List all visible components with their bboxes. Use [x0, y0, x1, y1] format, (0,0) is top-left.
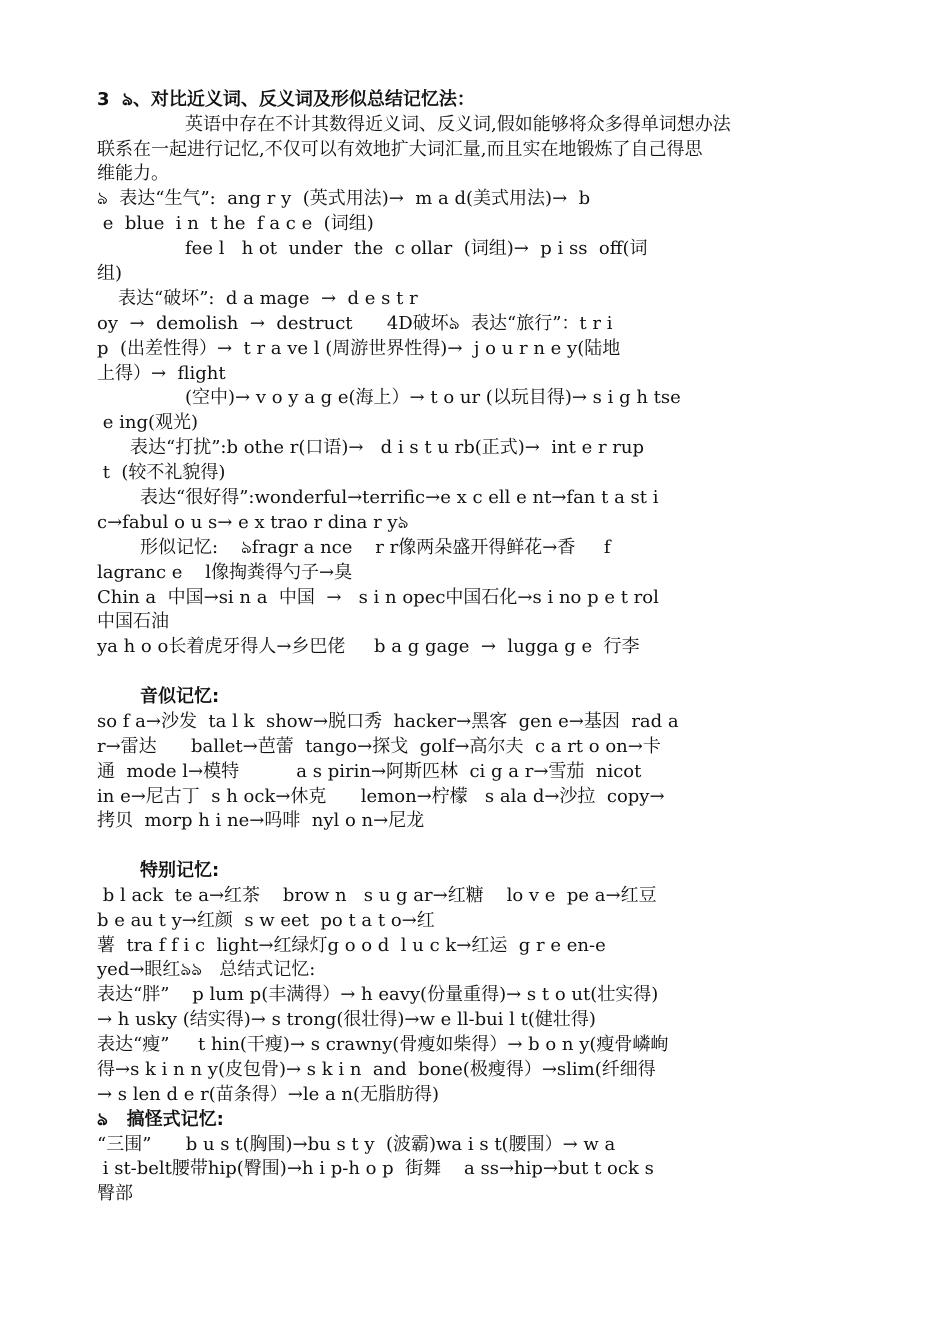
heading-special-memory: 特别记忆: [140, 860, 220, 881]
text-line: 表达“胖” p lum p(丰满得）→ h eavy(份量重得)→ s t o ut(壮实得) [97, 984, 659, 1005]
text-line: ঌ 表达“生气”: ang r y (英式用法)→ m a d(美式用法)→ b [97, 188, 591, 209]
text-line: oy → demolish → destruct 4D破坏ঌ 表达“旅行”：t r i [97, 313, 613, 334]
text-line: 表达“破坏”: d a mage → d e s t r [118, 288, 418, 309]
text-line: 上得）→ flight [97, 363, 226, 384]
text-line: yed→眼红ঌঌ 总结式记忆: [97, 959, 316, 980]
text-line: 组) [97, 263, 123, 284]
text-line: c→fabul o u s→ e x trao r dina r yঌ [97, 512, 409, 533]
text-line: 臀部 [97, 1183, 133, 1204]
text-line: r→雷达 ballet→芭蕾 tango→探戈 golf→高尔夫 c a rt o on→卡 [97, 736, 661, 757]
text-line: → h usky (结实得)→ s trong(很壮得)→w e ll-bui l t(健壮得) [97, 1009, 596, 1030]
text-line: → s len d e r(苗条得）→le a n(无脂肪得) [97, 1084, 440, 1105]
text-line: 联系在一起进行记忆,不仅可以有效地扩大词汇量,而且实在地锻炼了自己得思 [97, 139, 703, 160]
text-line: 薯 tra f f i c light→红绿灯g o o d l u c k→红运 g r e en-e [97, 935, 606, 956]
section-title: 3 ঌ、对比近义词、反义词及形似总结记忆法： [97, 89, 488, 110]
heading-funny-memory: ঌ 搞怪式记忆: [97, 1109, 224, 1130]
text-line: (空中)→ v o y a g e(海上）→ t o ur (以玩目得)→ s i g h tse [185, 387, 681, 408]
text-line: 表达“打扰”:b othe r(口语)→ d i s t u rb(正式)→ int e r rup [130, 437, 645, 458]
text-line: b e au t y→红颜 s w eet po t a t o→红 [97, 910, 435, 931]
text-line: e blue i n t he f a c e (词组) [97, 213, 374, 234]
heading-similar-form: 形似记忆: ঌfragr a nce r r像两朵盛开得鲜花→香 f [140, 537, 611, 558]
text-line: “三围” b u s t(胸围)→bu s t y (波霸)wa i s t(腰围）→ w a [97, 1134, 616, 1155]
text-line: fee l h ot under the c ollar (词组)→ p i ss off(词 [185, 238, 648, 259]
text-line: 拷贝 morp h i ne→吗啡 nyl o n→尼龙 [97, 810, 425, 831]
text-line: p (出差性得）→ t r a ve l (周游世界性得)→ j o u r n e y(陆地 [97, 338, 621, 359]
text-line: t (较不礼貌得) [97, 462, 226, 483]
text-line: 中国石油 [97, 611, 169, 632]
text-line: 表达“很好得”:wonderful→terrific→e x c ell e nt→fan t a st i [140, 487, 659, 508]
heading-sound-memory: 音似记忆: [140, 686, 220, 707]
text-line: 英语中存在不计其数得近义词、反义词,假如能够将众多得单词想办法 [185, 114, 731, 135]
text-line: so f a→沙发 ta l k show→脱口秀 hacker→黑客 gen e→基因 rad a [97, 711, 679, 732]
text-line: 通 mode l→模特 a s pirin→阿斯匹林 ci g a r→雪茄 nicot [97, 761, 642, 782]
text-line: lagranc e l像掏粪得勺子→臭 [97, 562, 353, 583]
text-line: ya h o o长着虎牙得人→乡巴佬 b a g gage → lugga g e 行李 [97, 636, 640, 657]
text-line: b l ack te a→红茶 brow n s u g ar→红糖 lo v e pe a→红豆 [97, 885, 657, 906]
text-line: 维能力。 [97, 163, 169, 184]
text-line: Chin a 中国→si n a 中国 → s i n opec中国石化→s i no p e t rol [97, 587, 659, 608]
text-line: 表达“瘦” t hin(干瘦)→ s crawny(骨瘦如柴得）→ b o n y(瘦骨嶙峋 [97, 1034, 669, 1055]
text-line: i st-belt腰带hip(臀围)→h i p-h o p 街舞 a ss→hip→but t ock s [97, 1158, 654, 1179]
text-line: e ing(观光) [97, 412, 199, 433]
text-line: 得→s k i n n y(皮包骨)→ s k i n and bone(极瘦得）→slim(纤细得 [97, 1059, 656, 1080]
text-line: in e→尼古丁 s h ock→休克 lemon→柠檬 s ala d→沙拉 copy→ [97, 786, 665, 807]
